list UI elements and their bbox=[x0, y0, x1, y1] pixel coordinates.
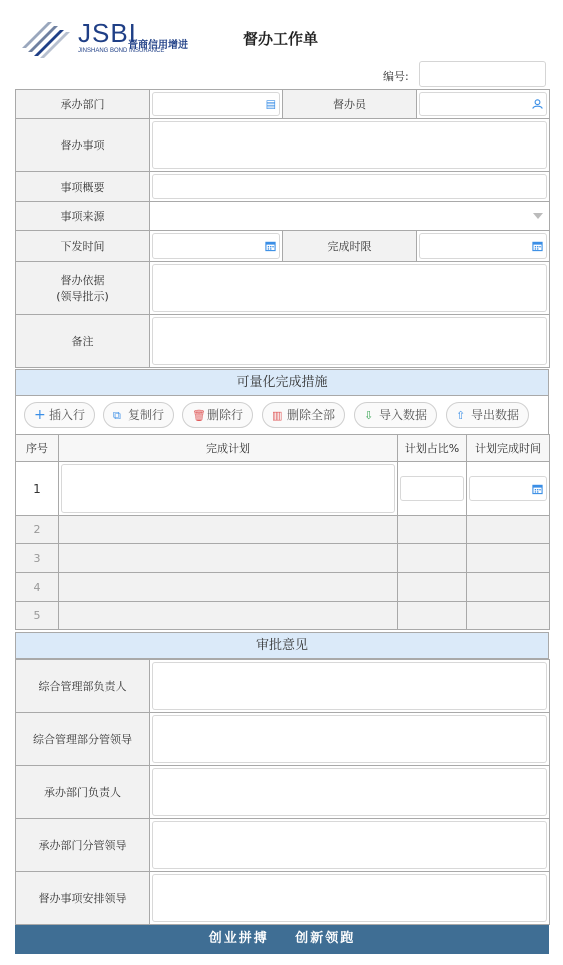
approval-label: 承办部门负责人 bbox=[16, 766, 150, 819]
remark-label: 备注 bbox=[16, 315, 150, 368]
slogan-part-1: 创业拼搏 bbox=[208, 931, 269, 946]
deadline-field[interactable] bbox=[419, 233, 547, 259]
item-label: 督办事项 bbox=[16, 119, 150, 172]
approval-row bbox=[16, 766, 550, 819]
table-row bbox=[16, 516, 550, 544]
chevron-down-icon[interactable] bbox=[533, 213, 543, 219]
row-number: 3 bbox=[16, 544, 59, 573]
plan-textarea[interactable] bbox=[61, 464, 395, 513]
approval-row bbox=[16, 660, 550, 713]
main-form bbox=[15, 89, 550, 368]
supervisor-field[interactable] bbox=[419, 92, 547, 116]
measures-toolbar bbox=[15, 396, 549, 434]
import-data-button[interactable]: ⇩ 导入数据 bbox=[354, 402, 437, 428]
number-label: 编号: bbox=[383, 70, 409, 83]
trash-icon: 🗑 bbox=[192, 409, 206, 422]
column-header-index: 序号 bbox=[16, 435, 59, 462]
row-number: 1 bbox=[16, 462, 59, 516]
dept-field[interactable] bbox=[152, 92, 280, 116]
column-header-plan-time: 计划完成时间 bbox=[467, 435, 550, 462]
export-icon: ⇧ bbox=[456, 409, 466, 422]
approval-row bbox=[16, 819, 550, 872]
column-header-plan: 完成计划 bbox=[59, 435, 398, 462]
slogan-footer bbox=[15, 925, 549, 954]
approval-table bbox=[15, 659, 550, 925]
summary-input[interactable] bbox=[152, 174, 547, 199]
plan-table bbox=[15, 434, 550, 630]
source-select[interactable] bbox=[152, 204, 547, 228]
copy-icon: ⧉ bbox=[113, 409, 121, 422]
approval-row bbox=[16, 713, 550, 766]
table-row bbox=[16, 544, 550, 573]
delete-row-button[interactable]: 🗑删除行 bbox=[182, 402, 253, 428]
approval-label: 承办部门分管领导 bbox=[16, 819, 150, 872]
insert-row-button[interactable]: + 插入行 bbox=[24, 402, 95, 428]
deadline-label: 完成时限 bbox=[283, 231, 417, 262]
summary-label: 事项概要 bbox=[16, 172, 150, 202]
calendar-icon[interactable] bbox=[532, 483, 543, 494]
approval-row bbox=[16, 872, 550, 925]
logo-mark-icon bbox=[20, 18, 72, 58]
logo-chinese-name: 晋商信用增进 bbox=[128, 40, 188, 51]
import-icon: ⇩ bbox=[364, 409, 374, 422]
page-header bbox=[0, 0, 563, 88]
approval-opinion-field[interactable] bbox=[152, 662, 547, 710]
approval-opinion-field[interactable] bbox=[152, 874, 547, 922]
issue-time-field[interactable] bbox=[152, 233, 280, 259]
measures-section-header: 可量化完成措施 bbox=[15, 369, 549, 396]
approval-label: 综合管理部负责人 bbox=[16, 660, 150, 713]
item-textarea[interactable] bbox=[152, 121, 547, 169]
row-number: 2 bbox=[16, 516, 59, 544]
table-row bbox=[16, 602, 550, 630]
trash-all-icon: ▥ bbox=[272, 409, 283, 422]
dept-label: 承办部门 bbox=[16, 90, 150, 119]
basis-label: 督办依据 (领导批示) bbox=[16, 262, 150, 315]
supervisor-label: 督办员 bbox=[283, 90, 417, 119]
org-picker-icon[interactable]: ▤ bbox=[265, 97, 276, 111]
delete-all-button[interactable]: ▥ 删除全部 bbox=[262, 402, 345, 428]
user-picker-icon[interactable] bbox=[532, 99, 543, 110]
basis-textarea[interactable] bbox=[152, 264, 547, 312]
table-row bbox=[16, 462, 550, 516]
approval-label: 综合管理部分管领导 bbox=[16, 713, 150, 766]
company-logo bbox=[20, 18, 190, 58]
remark-textarea[interactable] bbox=[152, 317, 547, 365]
table-row bbox=[16, 573, 550, 602]
approval-section-header: 审批意见 bbox=[15, 632, 549, 659]
calendar-icon[interactable] bbox=[265, 241, 276, 252]
calendar-icon[interactable] bbox=[532, 241, 543, 252]
row-number: 4 bbox=[16, 573, 59, 602]
row-number: 5 bbox=[16, 602, 59, 630]
logo-wordmark: JSBI bbox=[78, 18, 137, 48]
column-header-ratio: 计划占比% bbox=[398, 435, 467, 462]
approval-opinion-field[interactable] bbox=[152, 768, 547, 816]
page-title: 督办工作单 bbox=[243, 30, 319, 48]
plus-icon: + bbox=[34, 407, 46, 423]
number-input[interactable] bbox=[419, 61, 546, 87]
source-label: 事项来源 bbox=[16, 202, 150, 231]
logo-english-name: JINSHANG BOND INSURANCE bbox=[78, 48, 165, 54]
ratio-input[interactable] bbox=[400, 476, 464, 501]
approval-opinion-field[interactable] bbox=[152, 715, 547, 763]
issue-time-label: 下发时间 bbox=[16, 231, 150, 262]
approval-opinion-field[interactable] bbox=[152, 821, 547, 869]
copy-row-button[interactable]: ⧉ 复制行 bbox=[103, 402, 174, 428]
export-data-button[interactable]: ⇧ 导出数据 bbox=[446, 402, 529, 428]
slogan-part-2: 创新领跑 bbox=[295, 931, 356, 946]
approval-label: 督办事项安排领导 bbox=[16, 872, 150, 925]
